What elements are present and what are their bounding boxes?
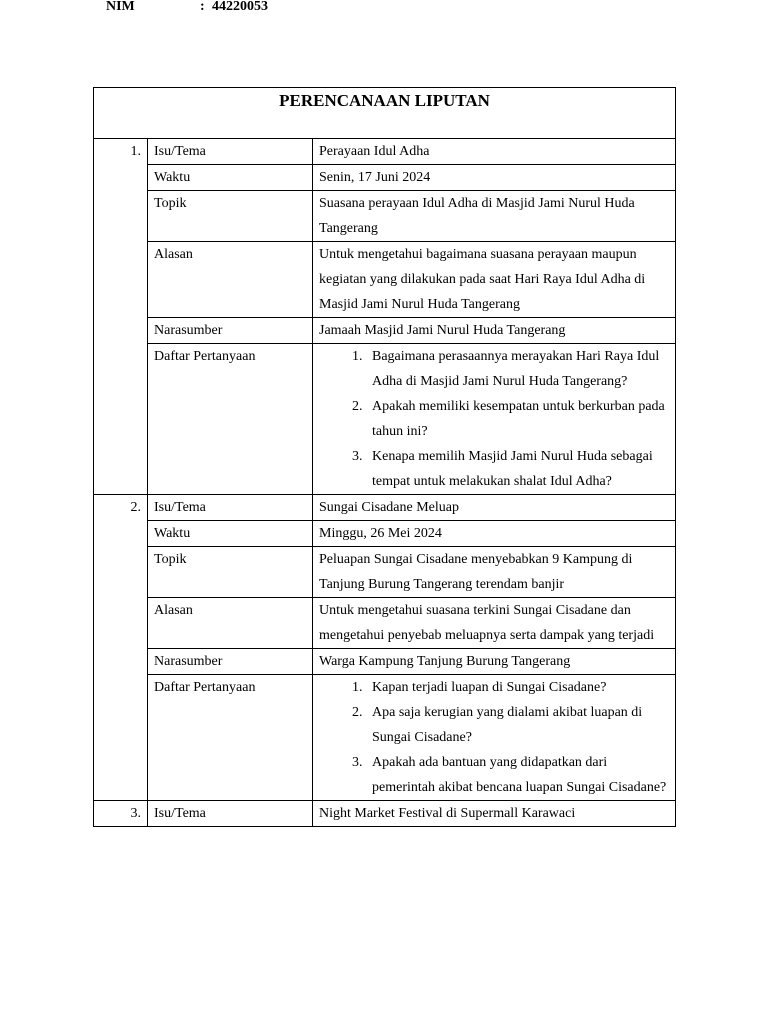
row-label: Alasan	[148, 242, 313, 318]
section-number: 1.	[94, 139, 148, 495]
table-row	[94, 598, 676, 649]
row-label: Topik	[148, 547, 313, 598]
list-item: 2. Apa saja kerugian yang dialami akibat luapan di Sungai Cisadane?	[366, 700, 669, 750]
row-label: Narasumber	[148, 649, 313, 675]
row-value: Untuk mengetahui bagaimana suasana perayaan maupun kegiatan yang dilakukan pada saat Hari Raya Idul Adha di Masjid Jami Nurul Huda Tangerang	[313, 242, 676, 318]
question-list	[319, 675, 669, 800]
nim-label: NIM	[106, 0, 135, 14]
table-row	[94, 675, 676, 801]
table-row	[94, 242, 676, 318]
table-row	[94, 191, 676, 242]
row-value: Perayaan Idul Adha	[313, 139, 676, 165]
row-label: Daftar Pertanyaan	[148, 344, 313, 495]
row-label: Isu/Tema	[148, 801, 313, 827]
table-row	[94, 649, 676, 675]
row-value: Night Market Festival di Supermall Karawaci	[313, 801, 676, 827]
table-row	[94, 801, 676, 827]
coverage-plan-table	[93, 87, 676, 827]
row-value: Senin, 17 Juni 2024	[313, 165, 676, 191]
row-label: Narasumber	[148, 318, 313, 344]
table-row	[94, 521, 676, 547]
row-value: Sungai Cisadane Meluap	[313, 495, 676, 521]
row-label: Waktu	[148, 165, 313, 191]
row-value: Untuk mengetahui suasana terkini Sungai Cisadane dan mengetahui penyebab meluapnya serta dampak yang terjadi	[313, 598, 676, 649]
title-row	[94, 88, 676, 139]
list-item: 1. Bagaimana perasaannya merayakan Hari Raya Idul Adha di Masjid Jami Nurul Huda Tangerang?	[366, 344, 669, 394]
row-value	[313, 675, 676, 801]
table-title: PERENCANAAN LIPUTAN	[94, 88, 676, 139]
table-row	[94, 495, 676, 521]
list-item: 3. Apakah ada bantuan yang didapatkan dari pemerintah akibat bencana luapan Sungai Cisadane?	[366, 750, 669, 800]
row-label: Alasan	[148, 598, 313, 649]
list-item: 1. Kapan terjadi luapan di Sungai Cisadane?	[366, 675, 669, 700]
row-label: Topik	[148, 191, 313, 242]
table-row	[94, 139, 676, 165]
table-row	[94, 344, 676, 495]
row-label: Isu/Tema	[148, 139, 313, 165]
section-number: 3.	[94, 801, 148, 827]
row-label: Daftar Pertanyaan	[148, 675, 313, 801]
row-value	[313, 344, 676, 495]
row-value: Jamaah Masjid Jami Nurul Huda Tangerang	[313, 318, 676, 344]
nim-value: 44220053	[212, 0, 268, 14]
table-row	[94, 165, 676, 191]
section-number: 2.	[94, 495, 148, 801]
nim-colon: :	[200, 0, 205, 14]
row-value: Peluapan Sungai Cisadane menyebabkan 9 Kampung di Tanjung Burung Tangerang terendam banjir	[313, 547, 676, 598]
table-row	[94, 547, 676, 598]
row-value: Suasana perayaan Idul Adha di Masjid Jami Nurul Huda Tangerang	[313, 191, 676, 242]
row-value: Warga Kampung Tanjung Burung Tangerang	[313, 649, 676, 675]
table-row	[94, 318, 676, 344]
row-value: Minggu, 26 Mei 2024	[313, 521, 676, 547]
list-item: 3. Kenapa memilih Masjid Jami Nurul Huda sebagai tempat untuk melakukan shalat Idul Adha?	[366, 444, 669, 494]
row-label: Isu/Tema	[148, 495, 313, 521]
question-list	[319, 344, 669, 494]
row-label: Waktu	[148, 521, 313, 547]
list-item: 2. Apakah memiliki kesempatan untuk berkurban pada tahun ini?	[366, 394, 669, 444]
